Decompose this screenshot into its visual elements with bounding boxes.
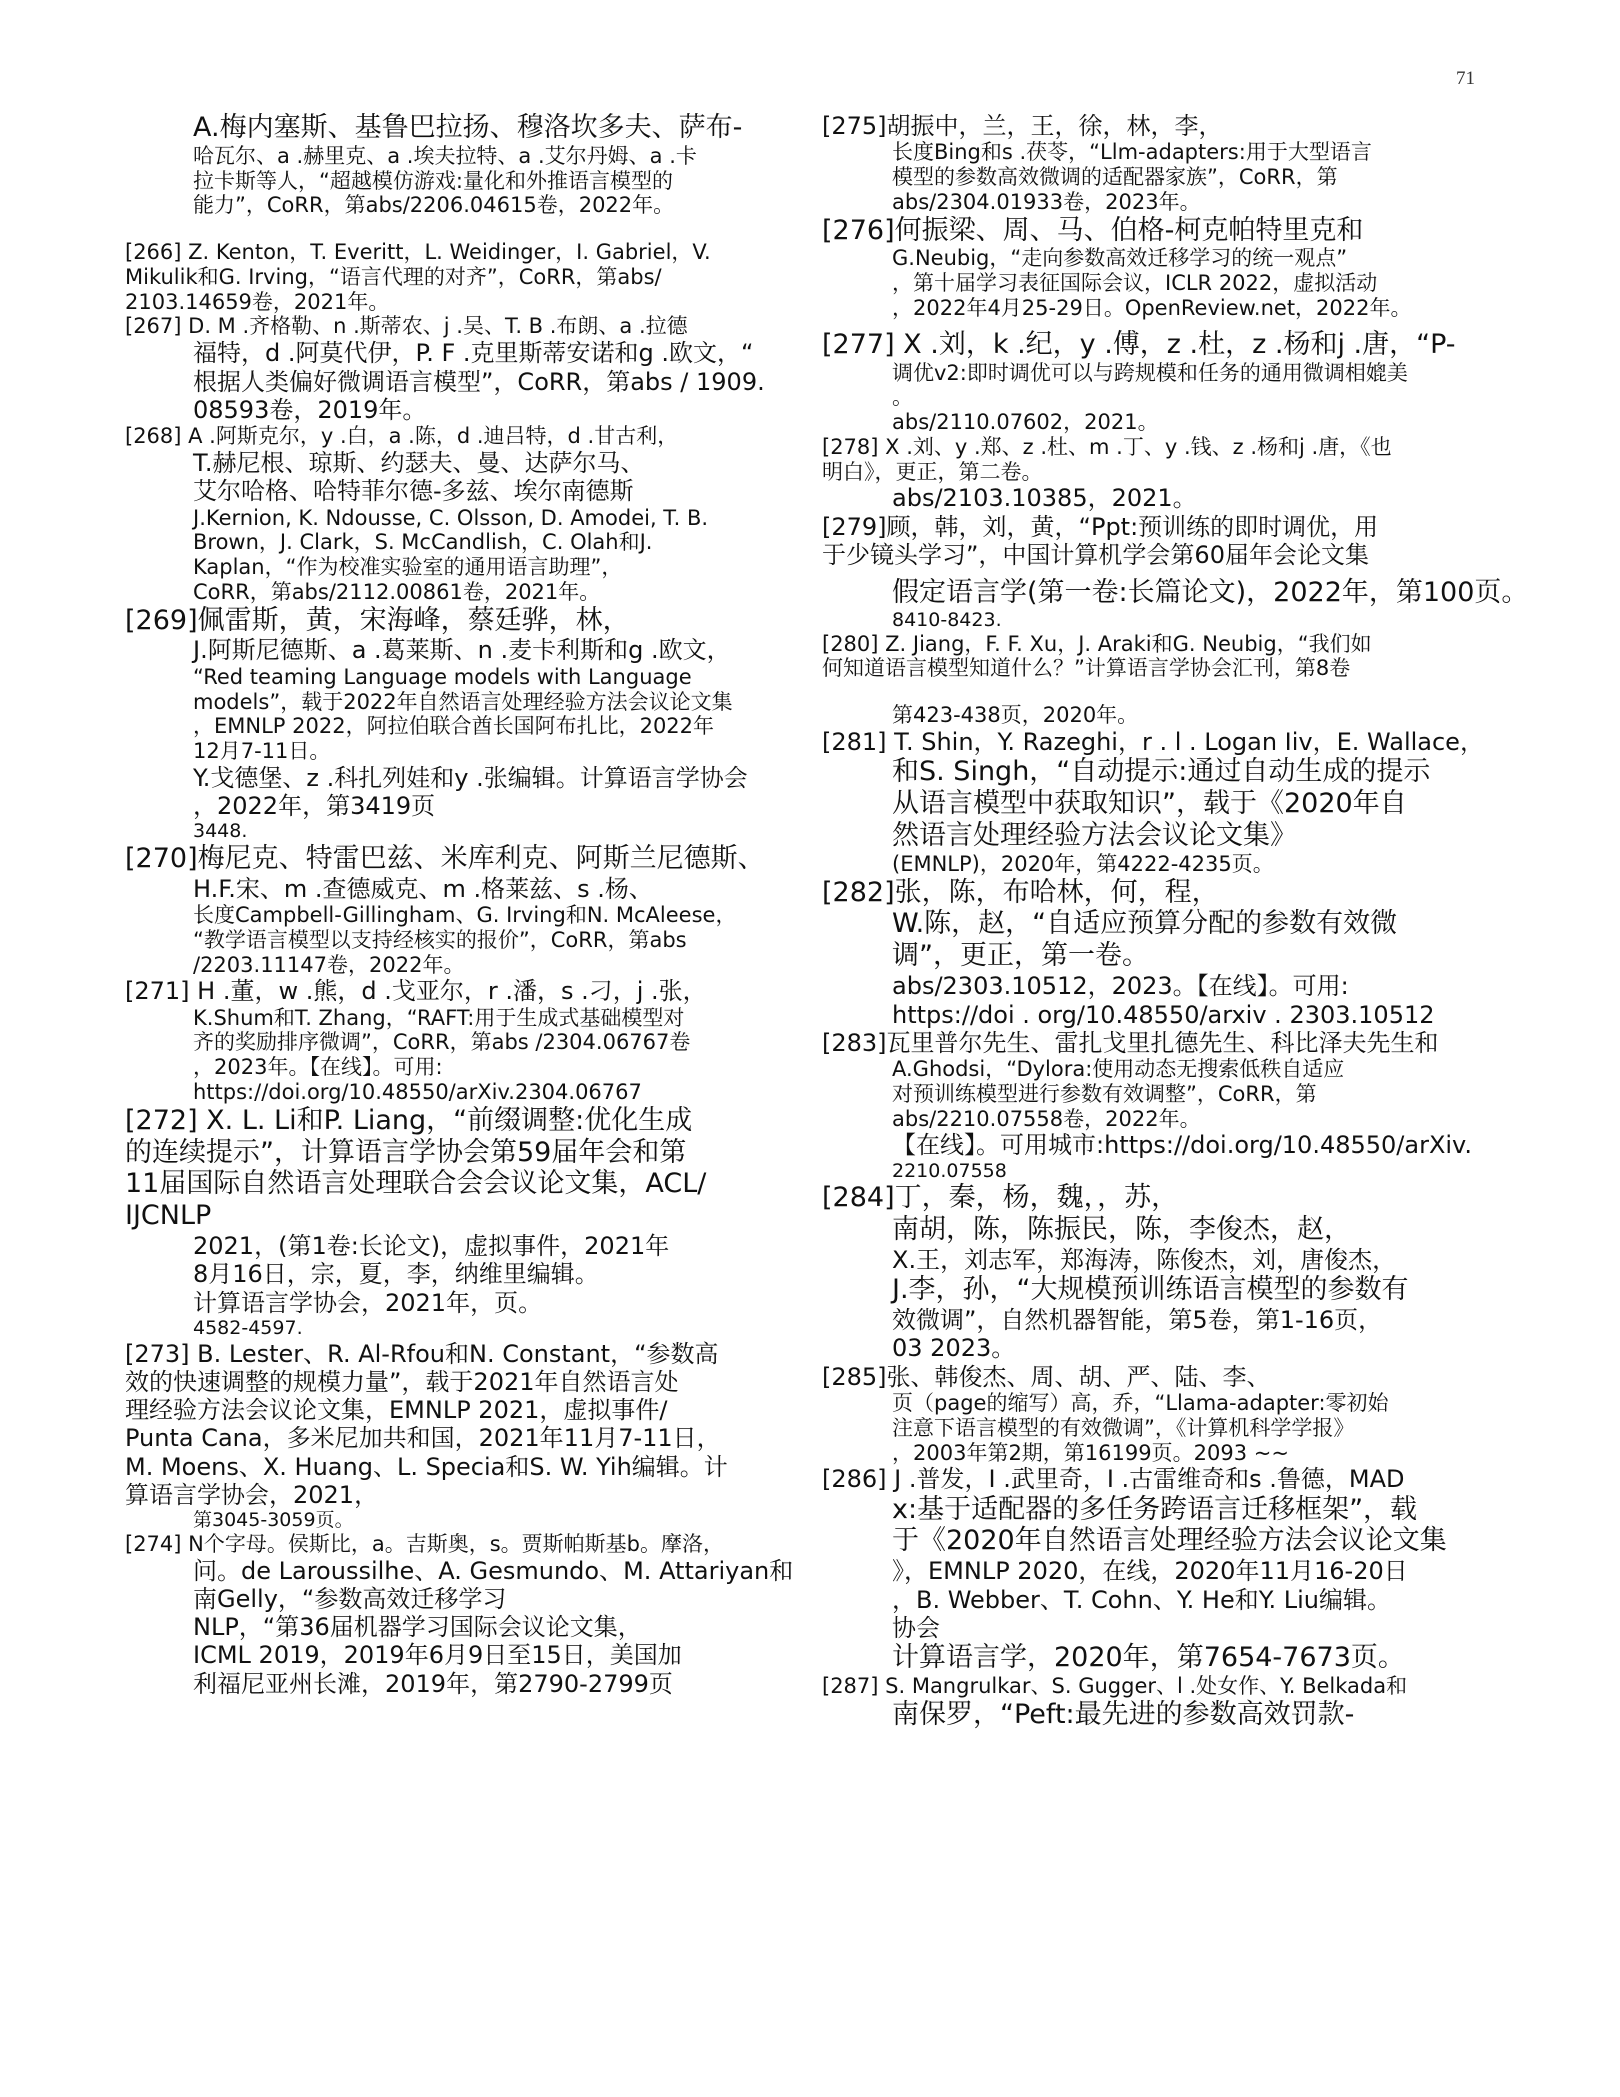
reference-line: https://doi.org/10.48550/arXiv.2304.06767 (193, 1079, 642, 1104)
reference-line: 效微调”，自然机器智能，第5卷，第1-16页， (892, 1306, 1383, 1335)
reference-line: abs/2110.07602，2021。 (892, 410, 1159, 435)
reference-line: H.F.宋、m .查德威克、m .格莱兹、s .杨、 (193, 874, 653, 903)
reference-line: ，2022年4月25-29日。OpenReview.net，2022年。 (892, 296, 1412, 320)
reference-line: 哈瓦尔、a .赫里克、a .埃夫拉特、a .艾尔丹姆、a .卡 (193, 143, 697, 168)
reference-line: 页（page的缩写）高，乔，“Llama-adapter:零初始 (892, 1390, 1389, 1415)
reference-line: [279]顾，韩，刘，黄，“Ppt:预训练的即时调优，用 (822, 512, 1379, 541)
reference-line: [281] T. Shin，Y. Razeghi，r . l . Logan Iiv，E. Wallace， (822, 727, 1484, 756)
reference-line: ，2023年。【在线】。可用: (193, 1055, 443, 1080)
reference-line: 。 (892, 385, 913, 410)
reference-line: [276]何振梁、周、马、伯格-柯克帕特里克和 (822, 214, 1364, 246)
reference-line: 算语言学协会，2021， (125, 1481, 379, 1510)
reference-line: x:基于适配器的多任务跨语言迁移框架”，载 (892, 1493, 1418, 1525)
spacer (822, 321, 1562, 329)
reference-line: 》，EMNLP 2020，在线，2020年11月16-20日 (892, 1557, 1408, 1586)
reference-line: 利福尼亚州长滩，2019年，第2790-2799页 (193, 1669, 673, 1698)
reference-line: T.赫尼根、琼斯、约瑟夫、曼、达萨尔马、 (193, 448, 645, 477)
reference-line: 南胡，陈，陈振民，陈，李俊杰，赵， (892, 1214, 1351, 1245)
reference-line: A.梅内塞斯、基鲁巴拉扬、穆洛坎多夫、萨布- (193, 112, 743, 143)
reference-line: 对预训练模型进行参数有效调整”，CoRR，第 (892, 1081, 1317, 1106)
reference-line: 2021，(第1卷:长论文)，虚拟事件，2021年 (193, 1232, 670, 1261)
reference-line: 4582-4597. (193, 1317, 303, 1340)
reference-line: [278] X .刘、y .郑、z .杜、m .丁、y .钱、z .杨和j .唐，《也 (822, 434, 1392, 459)
reference-line: [266] Z. Kenton，T. Everitt，L. Weidinger，I. Gabriel，V. (125, 240, 711, 265)
reference-line: 假定语言学(第一卷:长篇论文)，2022年，第100页。 (892, 577, 1529, 609)
page-number: 71 (1456, 68, 1475, 89)
reference-line: 能力”，CoRR，第abs/2206.04615卷，2022年。 (193, 193, 675, 218)
reference-line: 8410-8423. (892, 609, 1002, 632)
reference-line: [267] D. M .齐格勒、n .斯蒂农、j .吴、T. B .布朗、a .拉德 (125, 314, 688, 339)
reference-line: W.陈，赵，“自适应预算分配的参数有效微 (892, 908, 1398, 940)
reference-line: ，B. Webber、T. Cohn、Y. He和Y. Liu编辑。 (892, 1585, 1392, 1614)
reference-line: 协会 (892, 1613, 940, 1642)
reference-line: ，第十届学习表征国际会议，ICLR 2022，虚拟活动 (892, 271, 1378, 296)
reference-line: 和S. Singh，“自动提示:通过自动生成的提示 (892, 756, 1431, 788)
reference-line: Y.戈德堡、z .科扎列娃和y .张编辑。计算语言学协会 (193, 763, 748, 792)
reference-line: 8月16日，宗，夏，李，纳维里编辑。 (193, 1260, 599, 1289)
reference-line: [273] B. Lester、R. Al-Rfou和N. Constant，“参数高 (125, 1339, 719, 1368)
reference-line: 第3045-3059页。 (193, 1509, 354, 1532)
spacer (125, 218, 825, 240)
reference-line: 艾尔哈格、哈特菲尔德-多兹、埃尔南德斯 (193, 477, 634, 506)
reference-line: /2203.11147卷，2022年。 (193, 952, 465, 977)
reference-line: 计算语言学，2020年，第7654-7673页。 (892, 1642, 1405, 1674)
reference-line: [270]梅尼克、特雷巴兹、米库利克、阿斯兰尼德斯、 (125, 842, 765, 874)
right-column-references (822, 112, 1562, 1731)
reference-line: 长度Bing和s .茯苓，“Llm-adapters:用于大型语言 (892, 140, 1372, 165)
reference-line: [277] X .刘，k .纪，y .傅，z .杜，z .杨和j .唐，“P- (822, 328, 1456, 360)
reference-line: [283]瓦里普尔先生、雷扎戈里扎德先生、科比泽夫先生和 (822, 1028, 1439, 1057)
reference-line: [272] X. L. Li和P. Liang，“前缀调整:优化生成 (125, 1104, 693, 1136)
reference-line: https://doi . org/10.48550/arxiv . 2303.10512 (892, 1000, 1435, 1029)
reference-line: G.Neubig，“走向参数高效迁移学习的统一观点” (892, 246, 1348, 271)
reference-line: 长度Campbell-Gillingham、G. Irving和N. McAleese， (193, 903, 737, 928)
reference-line: 03 2023。 (892, 1334, 1016, 1363)
reference-line: IJCNLP (125, 1200, 212, 1232)
reference-line: [286] J .普发，I .武里奇，I .古雷维奇和s .鲁德，MAD (822, 1465, 1405, 1494)
reference-line: 明白》，更正，第二卷。 (822, 459, 1043, 484)
reference-line: 南Gelly，“参数高效迁移学习 (193, 1584, 507, 1613)
reference-line: 的连续提示”，计算语言学协会第59届年会和第 (125, 1136, 687, 1168)
reference-line: Kaplan，“作为校准实验室的通用语言助理”， (193, 555, 623, 580)
reference-line: 齐的奖励排序微调”，CoRR，第abs /2304.06767卷 (193, 1030, 691, 1055)
reference-line: J.Kernion, K. Ndousse, C. Olsson, D. Amodei, T. B. (193, 505, 709, 530)
reference-line: 问。de Laroussilhe、A. Gesmundo、M. Attariyan和 (193, 1556, 794, 1585)
reference-line: [274] N个字母。侯斯比，a。吉斯奥，s。贾斯帕斯基b。摩洛， (125, 1531, 724, 1556)
reference-line: 理经验方法会议论文集，EMNLP 2021，虚拟事件/ (125, 1396, 668, 1425)
reference-line: [271] H .董，w .熊，d .戈亚尔，r .潘，s .刁，j .张， (125, 977, 707, 1006)
reference-line: “教学语言模型以支持经核实的报价”，CoRR，第abs (193, 927, 687, 952)
left-column-references (125, 112, 825, 1698)
reference-line: M. Moens、X. Huang、L. Specia和S. W. Yih编辑。计 (125, 1452, 728, 1481)
reference-line: 效的快速调整的规模力量”，载于2021年自然语言处 (125, 1367, 679, 1396)
reference-line: [275]胡振中，兰，王，徐，林，李， (822, 112, 1223, 140)
reference-line: abs/2304.01933卷，2023年。 (892, 189, 1201, 214)
reference-line: [284]丁，秦，杨，魏，，苏， (822, 1182, 1179, 1214)
spacer (822, 569, 1562, 577)
reference-line: “Red teaming Language models with Language (193, 664, 692, 689)
reference-line: 08593卷，2019年。 (193, 395, 427, 424)
reference-line: 模型的参数高效微调的适配器家族”，CoRR，第 (892, 165, 1338, 190)
reference-line: abs/2210.07558卷，2022年。 (892, 1106, 1201, 1131)
reference-line: [269]佩雷斯，黄，宋海峰，蔡廷骅，林， (125, 604, 630, 636)
reference-line: 计算语言学协会，2021年，页。 (193, 1288, 543, 1317)
reference-line: ，2022年，第3419页 (193, 792, 436, 821)
reference-line: CoRR，第abs/2112.00861卷，2021年。 (193, 579, 601, 604)
reference-line: [280] Z. Jiang，F. F. Xu，J. Araki和G. Neubig，“我们如 (822, 631, 1372, 656)
reference-line: 调”，更正，第一卷。 (892, 940, 1149, 972)
reference-line: 调优v2:即时调优可以与跨规模和任务的通用微调相媲美 (892, 360, 1408, 385)
reference-line: 福特，d .阿莫代伊，P. F .克里斯蒂安诺和g .欧文，“ (193, 339, 754, 368)
reference-line: 11届国际自然语言处理联合会会议论文集，ACL/ (125, 1168, 707, 1200)
reference-line: 何知道语言模型知道什么？”计算语言学协会汇刊，第8卷 (822, 656, 1351, 681)
reference-line: Brown，J. Clark，S. McCandlish，C. Olah和J. (193, 530, 653, 555)
reference-line: J.阿斯尼德斯、a .葛莱斯、n .麦卡利斯和g .欧文， (193, 636, 731, 665)
reference-line: 第423-438页，2020年。 (892, 703, 1139, 728)
reference-line: K.Shum和T. Zhang，“RAFT:用于生成式基础模型对 (193, 1005, 685, 1030)
reference-line: J.李，孙，“大规模预训练语言模型的参数有 (892, 1274, 1409, 1306)
reference-line: [285]张、韩俊杰、周、胡、严、陆、李、 (822, 1362, 1271, 1391)
reference-line: 从语言模型中获取知识”，载于《2020年自 (892, 788, 1407, 820)
reference-line: [282]张，陈，布哈林，何，程， (822, 876, 1219, 908)
reference-line: ICML 2019，2019年6月9日至15日，美国加 (193, 1641, 682, 1670)
reference-line: (EMNLP)，2020年，第4222-4235页。 (892, 851, 1274, 876)
reference-line: ，EMNLP 2022，阿拉伯联合酋长国阿布扎比，2022年 (193, 714, 715, 739)
reference-line: 2210.07558 (892, 1159, 1007, 1182)
reference-line: Punta Cana，多米尼加共和国，2021年11月7-11日， (125, 1424, 721, 1453)
reference-line: [268] A .阿斯克尔，y .白，a .陈，d .迪吕特，d .甘古利， (125, 424, 679, 449)
reference-line: Mikulik和G. Irving，“语言代理的对齐”，CoRR，第abs/ (125, 264, 662, 289)
reference-line: NLP，“第36届机器学习国际会议论文集， (193, 1613, 642, 1642)
reference-line: 于《2020年自然语言处理经验方法会议论文集 (892, 1525, 1447, 1557)
reference-line: abs/2103.10385，2021。 (892, 484, 1197, 513)
reference-line: 注意下语言模型的有效微调”，《计算机科学学报》 (892, 1415, 1355, 1440)
reference-line: abs/2303.10512，2023。【在线】。可用: (892, 972, 1349, 1001)
reference-line: 然语言处理经验方法会议论文集》 (892, 819, 1297, 851)
reference-line: 南保罗，“Peft:最先进的参数高效罚款- (892, 1698, 1355, 1730)
reference-line: 拉卡斯等人，“超越模仿游戏:量化和外推语言模型的 (193, 168, 673, 193)
reference-line: 【在线】。可用城市:https://doi.org/10.48550/arXiv. (892, 1131, 1473, 1160)
spacer (822, 681, 1562, 703)
reference-line: A.Ghodsi，“Dylora:使用动态无搜索低秩自适应 (892, 1057, 1345, 1082)
reference-line: 于少镜头学习”，中国计算机学会第60届年会论文集 (822, 541, 1369, 570)
reference-line: X.王，刘志军，郑海涛，陈俊杰，刘，唐俊杰， (892, 1245, 1397, 1274)
reference-line: [287] S. Mangrulkar、S. Gugger、l .处女作、Y. Belkada和 (822, 1674, 1408, 1699)
reference-line: 12月7-11日。 (193, 739, 331, 764)
reference-line: 3448. (193, 820, 248, 843)
reference-line: models”，载于2022年自然语言处理经验方法会议论文集 (193, 689, 733, 714)
reference-line: 2103.14659卷，2021年。 (125, 289, 390, 314)
reference-line: 根据人类偏好微调语言模型”，CoRR，第abs / 1909. (193, 367, 765, 396)
reference-line: ，2003年第2期，第16199页。2093 ~~ (892, 1440, 1289, 1465)
